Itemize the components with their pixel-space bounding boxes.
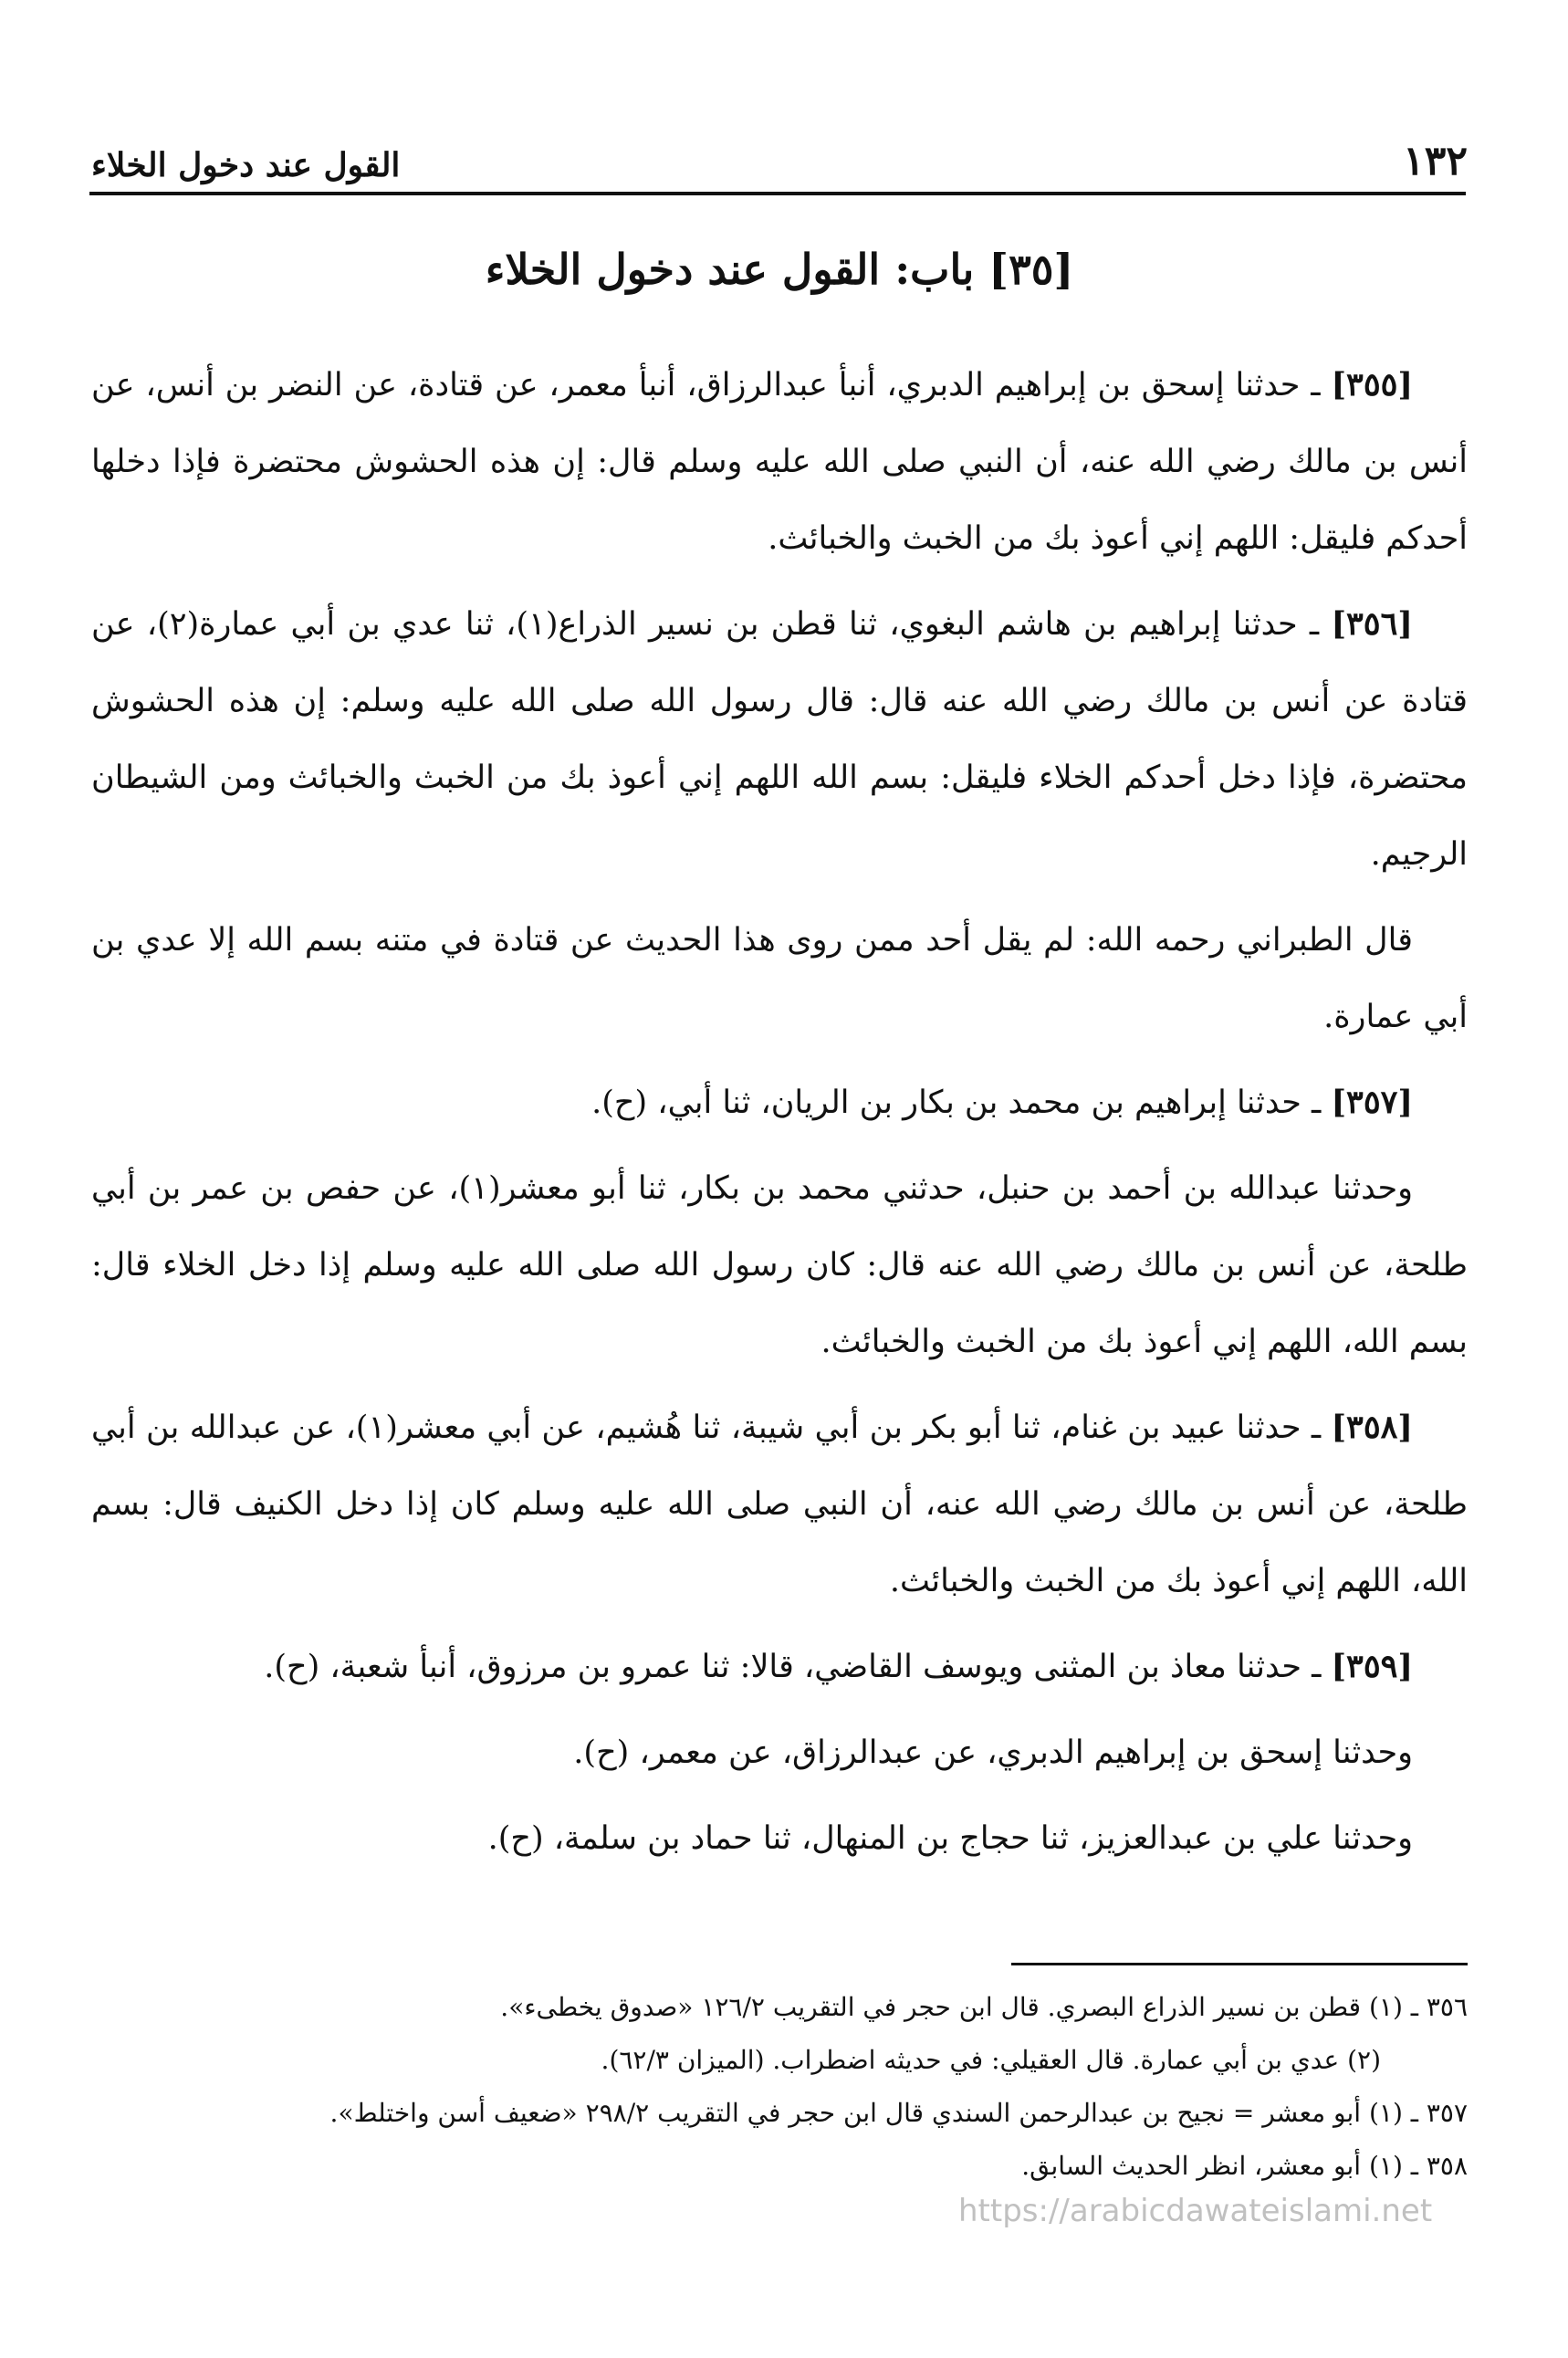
hadith-number: [٣٥٩] — [1331, 1648, 1413, 1685]
hadith-text: ـ حدثنا إبراهيم بن محمد بن بكار بن الريان، ثنا أبي، (ح). — [591, 1085, 1322, 1121]
chain-text: وحدثنا إسحق بن إبراهيم الدبري، عن عبدالرزاق، عن معمر، (ح). — [573, 1734, 1413, 1771]
commentary-text: قال الطبراني رحمه الله: لم يقل أحد ممن روى هذا الحديث عن قتادة في متنه بسم الله إلا عدي بن أبي عمارة. — [91, 922, 1468, 1035]
hadith-paragraph — [91, 1389, 1468, 1619]
chapter-title: [٣٥] باب: القول عند دخول الخلاء — [485, 245, 1074, 294]
hadith-text: ـ حدثنا إسحق بن إبراهيم الدبري، أنبأ عبدالرزاق، أنبأ معمر، عن قتادة، عن النضر بن أنس، عن أنس بن مالك رضي الله عنه، أن النبي صلى الله عليه وسلم قال: إن هذه الحشوش محتضرة فإذا دخلها أحدكم فليقل: اللهم إني أعوذ بك من الخبث والخبائث. — [91, 367, 1468, 557]
chain-paragraph — [91, 1800, 1468, 1877]
commentary-paragraph — [91, 902, 1468, 1055]
chain-paragraph — [91, 1714, 1468, 1791]
hadith-paragraph — [91, 1629, 1468, 1705]
running-header — [91, 130, 1468, 184]
hadith-text: ـ حدثنا إبراهيم بن هاشم البغوي، ثنا قطن بن نسير الذراع(١)، ثنا عدي بن أبي عمارة(٢)، عن قتادة عن أنس بن مالك رضي الله عنه قال: قال رسول الله صلى الله عليه وسلم: إن هذه الحشوش محتضرة، فإذا دخل أحدكم الخلاء فليقل: بسم الله اللهم إني أعوذ بك من الخبث والخبائث ومن الشيطان الرجيم. — [91, 606, 1468, 873]
page-number: ١٣٢ — [1403, 138, 1468, 184]
chain-text: وحدثنا عبدالله بن أحمد بن حنبل، حدثني محمد بن بكار، ثنا أبو معشر(١)، عن حفص بن عمر بن أبي طلحة، عن أنس بن مالك رضي الله عنه قال: كان رسول الله صلى الله عليه وسلم إذا دخل الخلاء قال: بسم الله، اللهم إني أعوذ بك من الخبث والخبائث. — [91, 1170, 1468, 1360]
running-title: القول عند دخول الخلاء — [91, 146, 401, 184]
hadith-number: [٣٥٥] — [1331, 366, 1413, 403]
hadith-paragraph — [91, 1064, 1468, 1141]
hadith-paragraph — [91, 347, 1468, 577]
hadith-text: ـ حدثنا معاذ بن المثنى ويوسف القاضي، قالا: ثنا عمرو بن مرزوق، أنبأ شعبة، (ح). — [264, 1649, 1322, 1685]
footnote: ٣٥٦ ـ (١) قطن بن نسير الذراع البصري. قال ابن حجر في التقريب ١٢٦/٢ «صدوق يخطىء». — [500, 1992, 1468, 2022]
hadith-paragraph — [91, 586, 1468, 893]
footnote-divider — [1011, 1963, 1468, 1965]
footnote: ٣٥٧ ـ (١) أبو معشر = نجيح بن عبدالرحمن السندي قال ابن حجر في التقريب ٢٩٨/٢ «ضعيف أسن واختلط». — [329, 2098, 1468, 2128]
body-text — [91, 347, 1468, 1886]
hadith-text: ـ حدثنا عبيد بن غنام، ثنا أبو بكر بن أبي شيبة، ثنا هُشيم، عن أبي معشر(١)، عن عبدالله بن أبي طلحة، عن أنس بن مالك رضي الله عنه، أن النبي صلى الله عليه وسلم كان إذا دخل الكنيف قال: بسم الله، اللهم إني أعوذ بك من الخبث والخبائث. — [91, 1410, 1468, 1599]
footnote: (٢) عدي بن أبي عمارة. قال العقيلي: في حديثه اضطراب. (الميزان ٦٢/٣). — [601, 2045, 1381, 2075]
watermark-url: https://arabicdawateislami.net — [958, 2193, 1433, 2229]
hadith-number: [٣٥٨] — [1331, 1409, 1413, 1446]
footnotes — [91, 1981, 1468, 2193]
footnote: ٣٥٨ ـ (١) أبو معشر، انظر الحديث السابق. — [1021, 2151, 1468, 2181]
chain-paragraph — [91, 1150, 1468, 1380]
chain-text: وحدثنا علي بن عبدالعزيز، ثنا حجاج بن المنهال، ثنا حماد بن سلمة، (ح). — [487, 1820, 1413, 1857]
hadith-number: [٣٥٧] — [1331, 1084, 1413, 1121]
header-divider — [89, 192, 1466, 195]
hadith-number: [٣٥٦] — [1331, 605, 1413, 643]
